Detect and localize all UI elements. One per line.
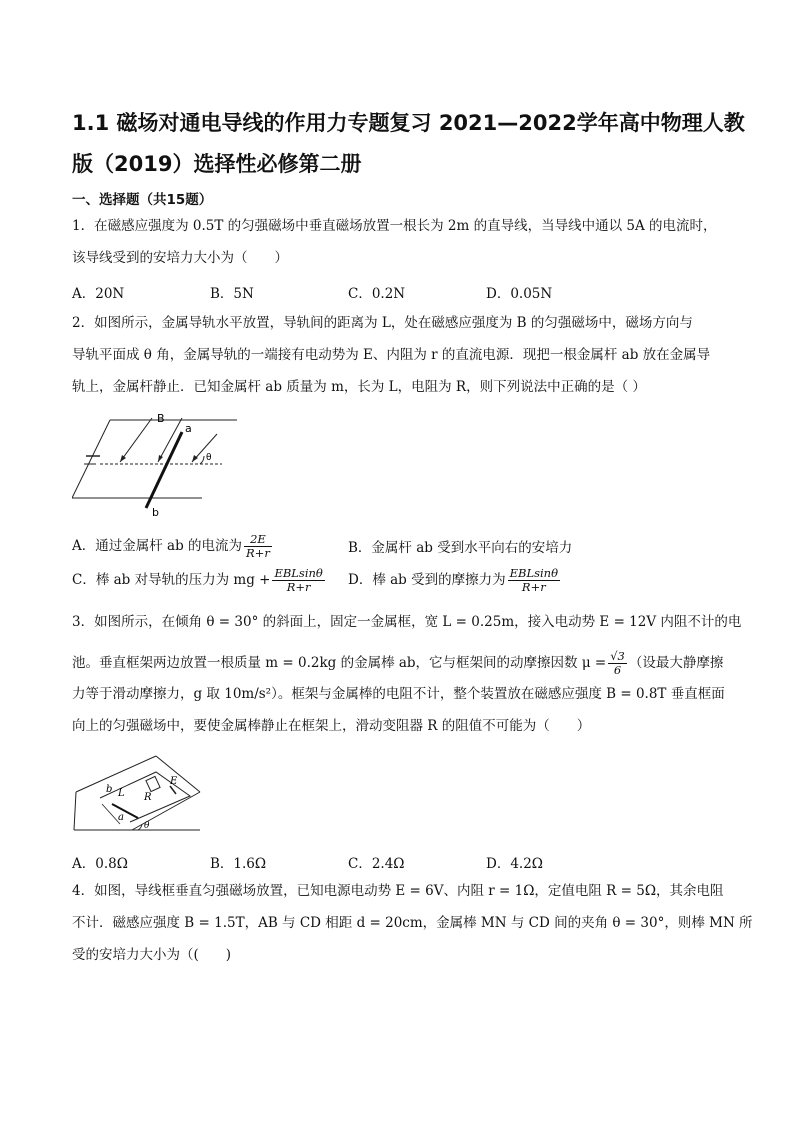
q2-label-theta: θ (206, 453, 212, 463)
q1-line1: 1．在磁感应强度为 0.5T 的匀强磁场中垂直磁场放置一根长为 2m 的直导线，当导线中通以 5A 的电流时， (72, 218, 717, 234)
q2-option-c-numerator: EBLsinθ (274, 566, 323, 580)
q1-option-a[interactable]: A．20N (72, 286, 125, 302)
q2-option-d-denominator: R+r (521, 580, 546, 594)
q1-line2: 该导线受到的安培力大小为（ ） (72, 250, 288, 266)
q3-option-b[interactable]: B．1.6Ω (210, 856, 267, 872)
q2-option-a-denominator: R+r (246, 546, 270, 560)
q2-label-b: b (152, 506, 159, 519)
q1-option-b[interactable]: B．5N (210, 286, 254, 302)
q2-label-a: a (185, 422, 192, 435)
q2-label-B: B (157, 412, 165, 425)
q3-line3: 力等于滑动摩擦力，g 取 10m/s²）。框架与金属棒的电阻不计，整个装置放在磁感应强度 B = 0.8T 垂直框面 (72, 686, 725, 702)
q2-option-d[interactable] (348, 567, 562, 594)
q3-option-d[interactable]: D．4.2Ω (486, 856, 543, 872)
q3-label-E: E (170, 776, 178, 787)
q4-line1: 4．如图，导线框垂直匀强磁场放置，已知电源电动势 E = 6V、内阻 r = 1Ω，定值电阻 R = 5Ω，其余电阻 (72, 883, 724, 899)
document-title-line2: 版（2019）选择性必修第二册 (72, 152, 362, 176)
document-title-line1: 1.1 磁场对通电导线的作用力专题复习 2021—2022学年高中物理人教 (72, 111, 745, 135)
q3-line2-text-a: 池。垂直框架两边放置一根质量 m = 0.2kg 的金属棒 ab，它与框架间的动摩擦因数 μ = (72, 655, 607, 671)
q2-option-a-numerator: 2E (244, 533, 272, 547)
q3-mu-denominator: 6 (613, 663, 622, 677)
q3-mu-fraction (608, 650, 627, 677)
q2-option-d-fraction (508, 567, 560, 594)
q3-incline-diagram (72, 752, 202, 834)
q2-option-c-text: C．棒 ab 对导轨的压力为 mg + (72, 572, 271, 588)
q2-line1: 2．如图所示，金属导轨水平放置，导轨间的距离为 L，处在磁感应强度为 B 的匀强磁场中，磁场方向与 (72, 315, 693, 331)
q2-option-c-denominator: R+r (286, 580, 311, 594)
q2-rail-diagram (72, 410, 242, 520)
q3-line4: 向上的匀强磁场中，要使金属棒静止在框架上，滑动变阻器 R 的阻值不可能为（ ） (72, 718, 591, 734)
q3-line2-text-b: （设最大静摩擦 (628, 655, 724, 671)
q2-option-d-text: D．棒 ab 受到的摩擦力为 (348, 572, 506, 588)
section-heading: 一、选择题（共15题） (72, 192, 213, 208)
q3-label-L: L (118, 788, 125, 799)
q2-option-b[interactable]: B．金属杆 ab 受到水平向右的安培力 (348, 540, 573, 556)
q2-option-c[interactable] (72, 567, 327, 594)
q3-label-b: b (106, 784, 113, 795)
q3-line1: 3．如图所示，在倾角 θ = 30° 的斜面上，固定一金属框，宽 L = 0.25m，接入电动势 E = 12V 内阻不计的电 (72, 614, 742, 630)
q2-line2: 导轨平面成 θ 角，金属导轨的一端接有电动势为 E、内阻为 r 的直流电源．现把一根金属杆 ab 放在金属导 (72, 347, 711, 363)
q2-option-a-fraction (244, 533, 272, 560)
q1-option-d[interactable]: D．0.05N (486, 286, 553, 302)
q3-option-a[interactable]: A．0.8Ω (72, 856, 128, 872)
q3-label-a: a (118, 812, 124, 823)
q1-option-c[interactable]: C．0.2N (348, 286, 406, 302)
q3-mu-numerator: √3 (610, 649, 625, 663)
q2-line3: 轨上，金属杆静止．已知金属杆 ab 质量为 m，长为 L，电阻为 R，则下列说法中正确的是（ ） (72, 379, 646, 395)
q2-option-c-fraction (272, 567, 324, 594)
q4-line2: 不计．磁感应强度 B = 1.5T，AB 与 CD 相距 d = 20cm，金属棒 MN 与 CD 间的夹角 θ = 30°，则棒 MN 所 (72, 915, 753, 931)
q2-option-a[interactable] (72, 533, 274, 560)
q2-option-a-text: A．通过金属杆 ab 的电流为 (72, 538, 243, 554)
q3-label-R: R (144, 792, 152, 803)
q3-option-c[interactable]: C．2.4Ω (348, 856, 405, 872)
q4-line3: 受的安培力大小为（( ) (72, 947, 232, 963)
q3-label-theta: θ (144, 821, 150, 831)
q2-option-d-numerator: EBLsinθ (509, 566, 559, 580)
q3-line2 (72, 650, 723, 677)
